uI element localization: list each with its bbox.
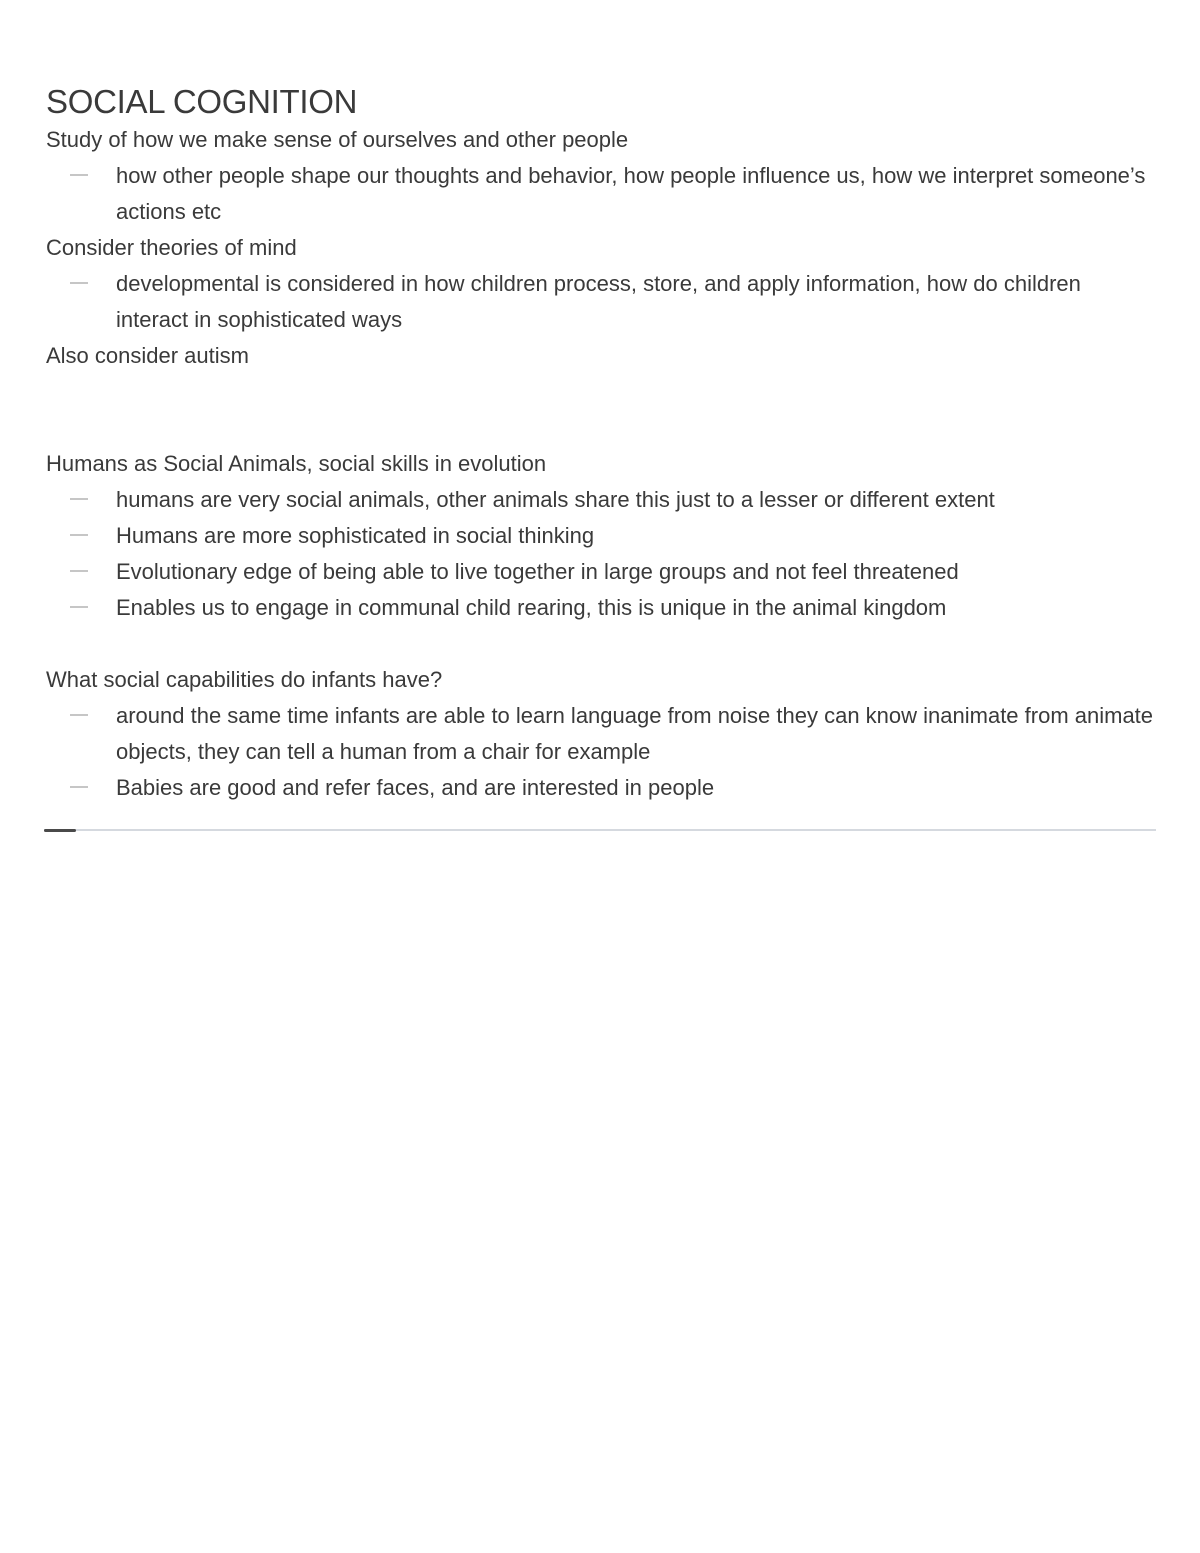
bullet-item xyxy=(46,158,1156,230)
bullet-text: Babies are good and refer faces, and are interested in people xyxy=(116,775,715,800)
bullet-text: how other people shape our thoughts and behavior, how people influence us, how we interpret someone’s actions etc xyxy=(116,163,1146,224)
bullet-item xyxy=(46,590,1156,626)
bullet-item xyxy=(46,698,1156,770)
bullet-text: developmental is considered in how children process, store, and apply information, how do children interact in sophisticated ways xyxy=(116,271,1081,332)
bullet-item xyxy=(46,770,1156,806)
section-heading: Humans as Social Animals, social skills in evolution xyxy=(46,451,547,476)
dash-bullet-icon xyxy=(70,482,88,518)
bullet-item xyxy=(46,554,1156,590)
dash-bullet-icon xyxy=(70,266,88,302)
bullet-text: Evolutionary edge of being able to live together in large groups and not feel threatened xyxy=(116,559,959,584)
dash-bullet-icon xyxy=(70,770,88,806)
bullet-text: Humans are more sophisticated in social thinking xyxy=(116,523,595,548)
horizontal-divider xyxy=(44,829,1156,831)
section-heading: What social capabilities do infants have? xyxy=(46,667,443,692)
bullet-text: Enables us to engage in communal child rearing, this is unique in the animal kingdom xyxy=(116,595,947,620)
bullet-item xyxy=(46,266,1156,338)
bullet-text: humans are very social animals, other animals share this just to a lesser or different extent xyxy=(116,487,995,512)
section-heading: Consider theories of mind xyxy=(46,235,297,260)
bullet-item xyxy=(46,518,1156,554)
blank-space xyxy=(46,374,1156,446)
dash-bullet-icon xyxy=(70,554,88,590)
section-heading: Also consider autism xyxy=(46,343,249,368)
document-page xyxy=(46,80,1156,806)
dash-bullet-icon xyxy=(70,158,88,194)
divider-marker xyxy=(44,829,76,832)
bullet-text: around the same time infants are able to learn language from noise they can know inanimate from animate objects, they can tell a human from a chair for example xyxy=(116,703,1154,764)
dash-bullet-icon xyxy=(70,698,88,734)
document-title: SOCIAL COGNITION xyxy=(46,83,358,120)
blank-space xyxy=(46,626,1156,662)
section-heading: Study of how we make sense of ourselves and other people xyxy=(46,127,629,152)
bullet-item xyxy=(46,482,1156,518)
dash-bullet-icon xyxy=(70,518,88,554)
dash-bullet-icon xyxy=(70,590,88,626)
